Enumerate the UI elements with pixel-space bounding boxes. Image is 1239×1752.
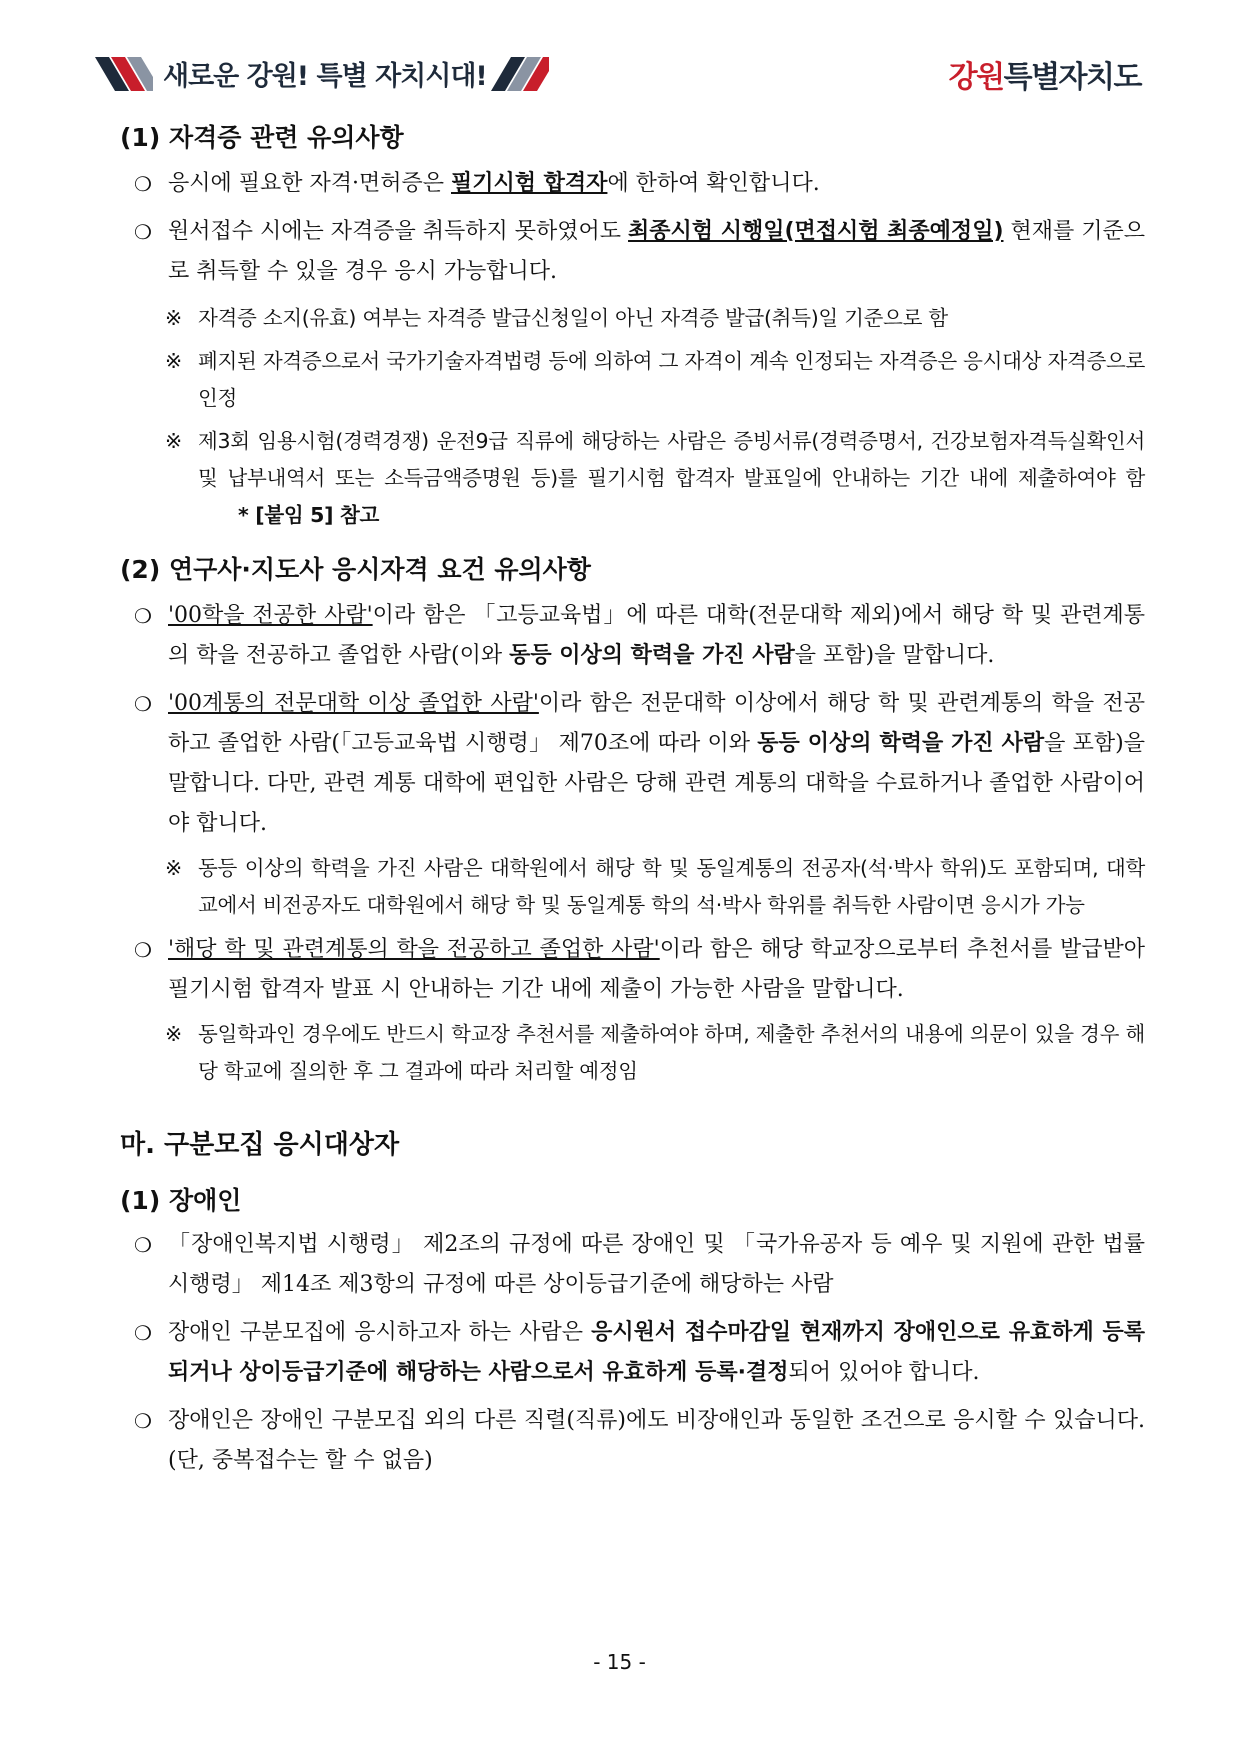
note-item (120, 423, 1145, 534)
org-logo (949, 52, 1141, 96)
bullet-icon: ❍ (134, 220, 152, 244)
page-number: - 15 - (593, 1650, 646, 1674)
list-item (120, 1225, 1145, 1305)
section-1-title: (1) 자격증 관련 유의사항 (120, 123, 404, 152)
note-item (120, 850, 1145, 924)
item-emphasis: 동등 이상의 학력을 가진 사람 (509, 643, 795, 668)
stripe-logo-right-icon (491, 57, 549, 91)
note-text: 동등 이상의 학력을 가진 사람은 대학원에서 해당 학 및 동일계통의 전공자(석·박사 학위)도 포함되며, 대학교에서 비전공자도 대학원에서 해당 학 및 동일계통 학의 석·박사 학위를 취득한 사람이면 응시가 가능 (198, 856, 1145, 917)
section-2-title: (2) 연구사·지도사 응시자격 요건 유의사항 (120, 555, 591, 584)
list-item (120, 1313, 1145, 1393)
note-item (120, 1016, 1145, 1090)
item-text: 이라 함은 전문대학 이상에서 해당 학 및 관련계통의 학을 전공하고 졸업한 사람(「고등교육법 시행령」 제70조에 따라 이와 (168, 691, 1145, 756)
note-text: 동일학과인 경우에도 반드시 학교장 추천서를 제출하여야 하며, 제출한 추천서의 내용에 의문이 있을 경우 해당 학교에 질의한 후 그 결과에 따라 처리할 예정임 (198, 1022, 1145, 1083)
item-text: 현재를 기준으로 취득할 수 있을 경우 응시 가능합니다. (168, 219, 1146, 284)
note-mark-icon: ※ (165, 856, 182, 880)
bullet-icon: ❍ (134, 1321, 152, 1345)
bullet-icon: ❍ (134, 938, 152, 962)
item-text: 되어 있어야 합니다. (788, 1360, 980, 1385)
note-mark-icon: ※ (165, 306, 182, 330)
bullet-icon: ❍ (134, 1409, 152, 1433)
bullet-icon: ❍ (134, 1233, 152, 1257)
list-item (120, 212, 1145, 292)
section-3-subtitle: (1) 장애인 (120, 1186, 242, 1215)
item-text: 이라 함은 해당 학교장으로부터 추천서를 발급받아 필기시험 합격자 발표 시 안내하는 기간 내에 제출이 가능한 사람을 말합니다. (168, 937, 1145, 1002)
note-item (120, 300, 1145, 337)
stripe-logo-left-icon (95, 57, 153, 91)
item-term: '해당 학 및 관련계통의 학을 전공하고 졸업한 사람' (168, 937, 660, 962)
bullet-icon: ❍ (134, 692, 152, 716)
list-item (120, 596, 1145, 676)
note-text: 자격증 소지(유효) 여부는 자격증 발급신청일이 아닌 자격증 발급(취득)일 기준으로 함 (198, 306, 948, 330)
item-emphasis: 최종시험 시행일(면접시험 최종예정일) (628, 219, 1004, 244)
list-item (120, 164, 1145, 204)
item-text: 을 포함)을 말합니다. (794, 643, 995, 668)
note-reference: * [붙임 5] 참고 (238, 503, 380, 527)
item-term: '00계통의 전문대학 이상 졸업한 사람' (168, 691, 539, 716)
item-text: 「장애인복지법 시행령」 제2조의 규정에 따른 장애인 및 「국가유공자 등 예우 및 지원에 관한 법률 시행령」 제14조 제3항의 규정에 따른 상이등급기준에 해당하는 사람 (168, 1232, 1145, 1297)
item-text: 원서접수 시에는 자격증을 취득하지 못하였어도 (168, 219, 629, 244)
slogan-text: 새로운 강원! 특별 자치시대! (163, 61, 487, 92)
bullet-icon: ❍ (134, 604, 152, 628)
item-text: 에 한하여 확인합니다. (607, 171, 820, 196)
note-mark-icon: ※ (165, 429, 182, 453)
item-text: 을 포함)을 말합니다. 다만, 관련 계통 대학에 편입한 사람은 당해 관련 계통의 대학을 수료하거나 졸업한 사람이어야 합니다. (168, 731, 1145, 836)
note-mark-icon: ※ (165, 1022, 182, 1046)
page-header (95, 48, 1145, 98)
list-item (120, 684, 1145, 844)
note-text: 폐지된 자격증으로서 국가기술자격법령 등에 의하여 그 자격이 계속 인정되는 자격증은 응시대상 자격증으로 인정 (198, 349, 1145, 410)
note-mark-icon: ※ (165, 349, 182, 373)
item-emphasis: 동등 이상의 학력을 가진 사람 (757, 731, 1045, 756)
item-term: '00학을 전공한 사람' (168, 603, 373, 628)
list-item (120, 1401, 1145, 1481)
item-text: 장애인 구분모집에 응시하고자 하는 사람은 (168, 1320, 592, 1345)
note-item (120, 343, 1145, 417)
org-logo-part-a: 강원 (948, 60, 1004, 95)
section-3-title: 마. 구분모집 응시대상자 (120, 1130, 400, 1160)
item-text: 이라 함은 「고등교육법」에 따른 대학(전문대학 제외)에서 해당 학 및 관련계통의 학을 전공하고 졸업한 사람(이와 (168, 603, 1145, 668)
item-text: 응시에 필요한 자격·면허증은 (168, 171, 451, 196)
item-text: 장애인은 장애인 구분모집 외의 다른 직렬(직류)에도 비장애인과 동일한 조건으로 응시할 수 있습니다. (단, 중복접수는 할 수 없음) (168, 1408, 1145, 1473)
item-emphasis: 필기시험 합격자 (451, 171, 608, 196)
slogan-banner (95, 54, 549, 93)
document-body (120, 118, 1145, 1481)
list-item (120, 930, 1145, 1010)
item-emphasis: 응시원서 접수마감일 현재까지 장애인으로 유효하게 등록되거나 상이등급기준에 해당하는 사람으로서 유효하게 등록·결정 (168, 1320, 1145, 1385)
org-logo-part-b: 특별자치도 (1003, 60, 1141, 95)
bullet-icon: ❍ (134, 172, 152, 196)
note-text: 제3회 임용시험(경력경쟁) 운전9급 직류에 해당하는 사람은 증빙서류(경력증명서, 건강보험자격득실확인서 및 납부내역서 또는 소득금액증명원 등)를 필기시험 합격자 발표일에 안내하는 기간 내에 제출하여야 함 (198, 429, 1145, 490)
